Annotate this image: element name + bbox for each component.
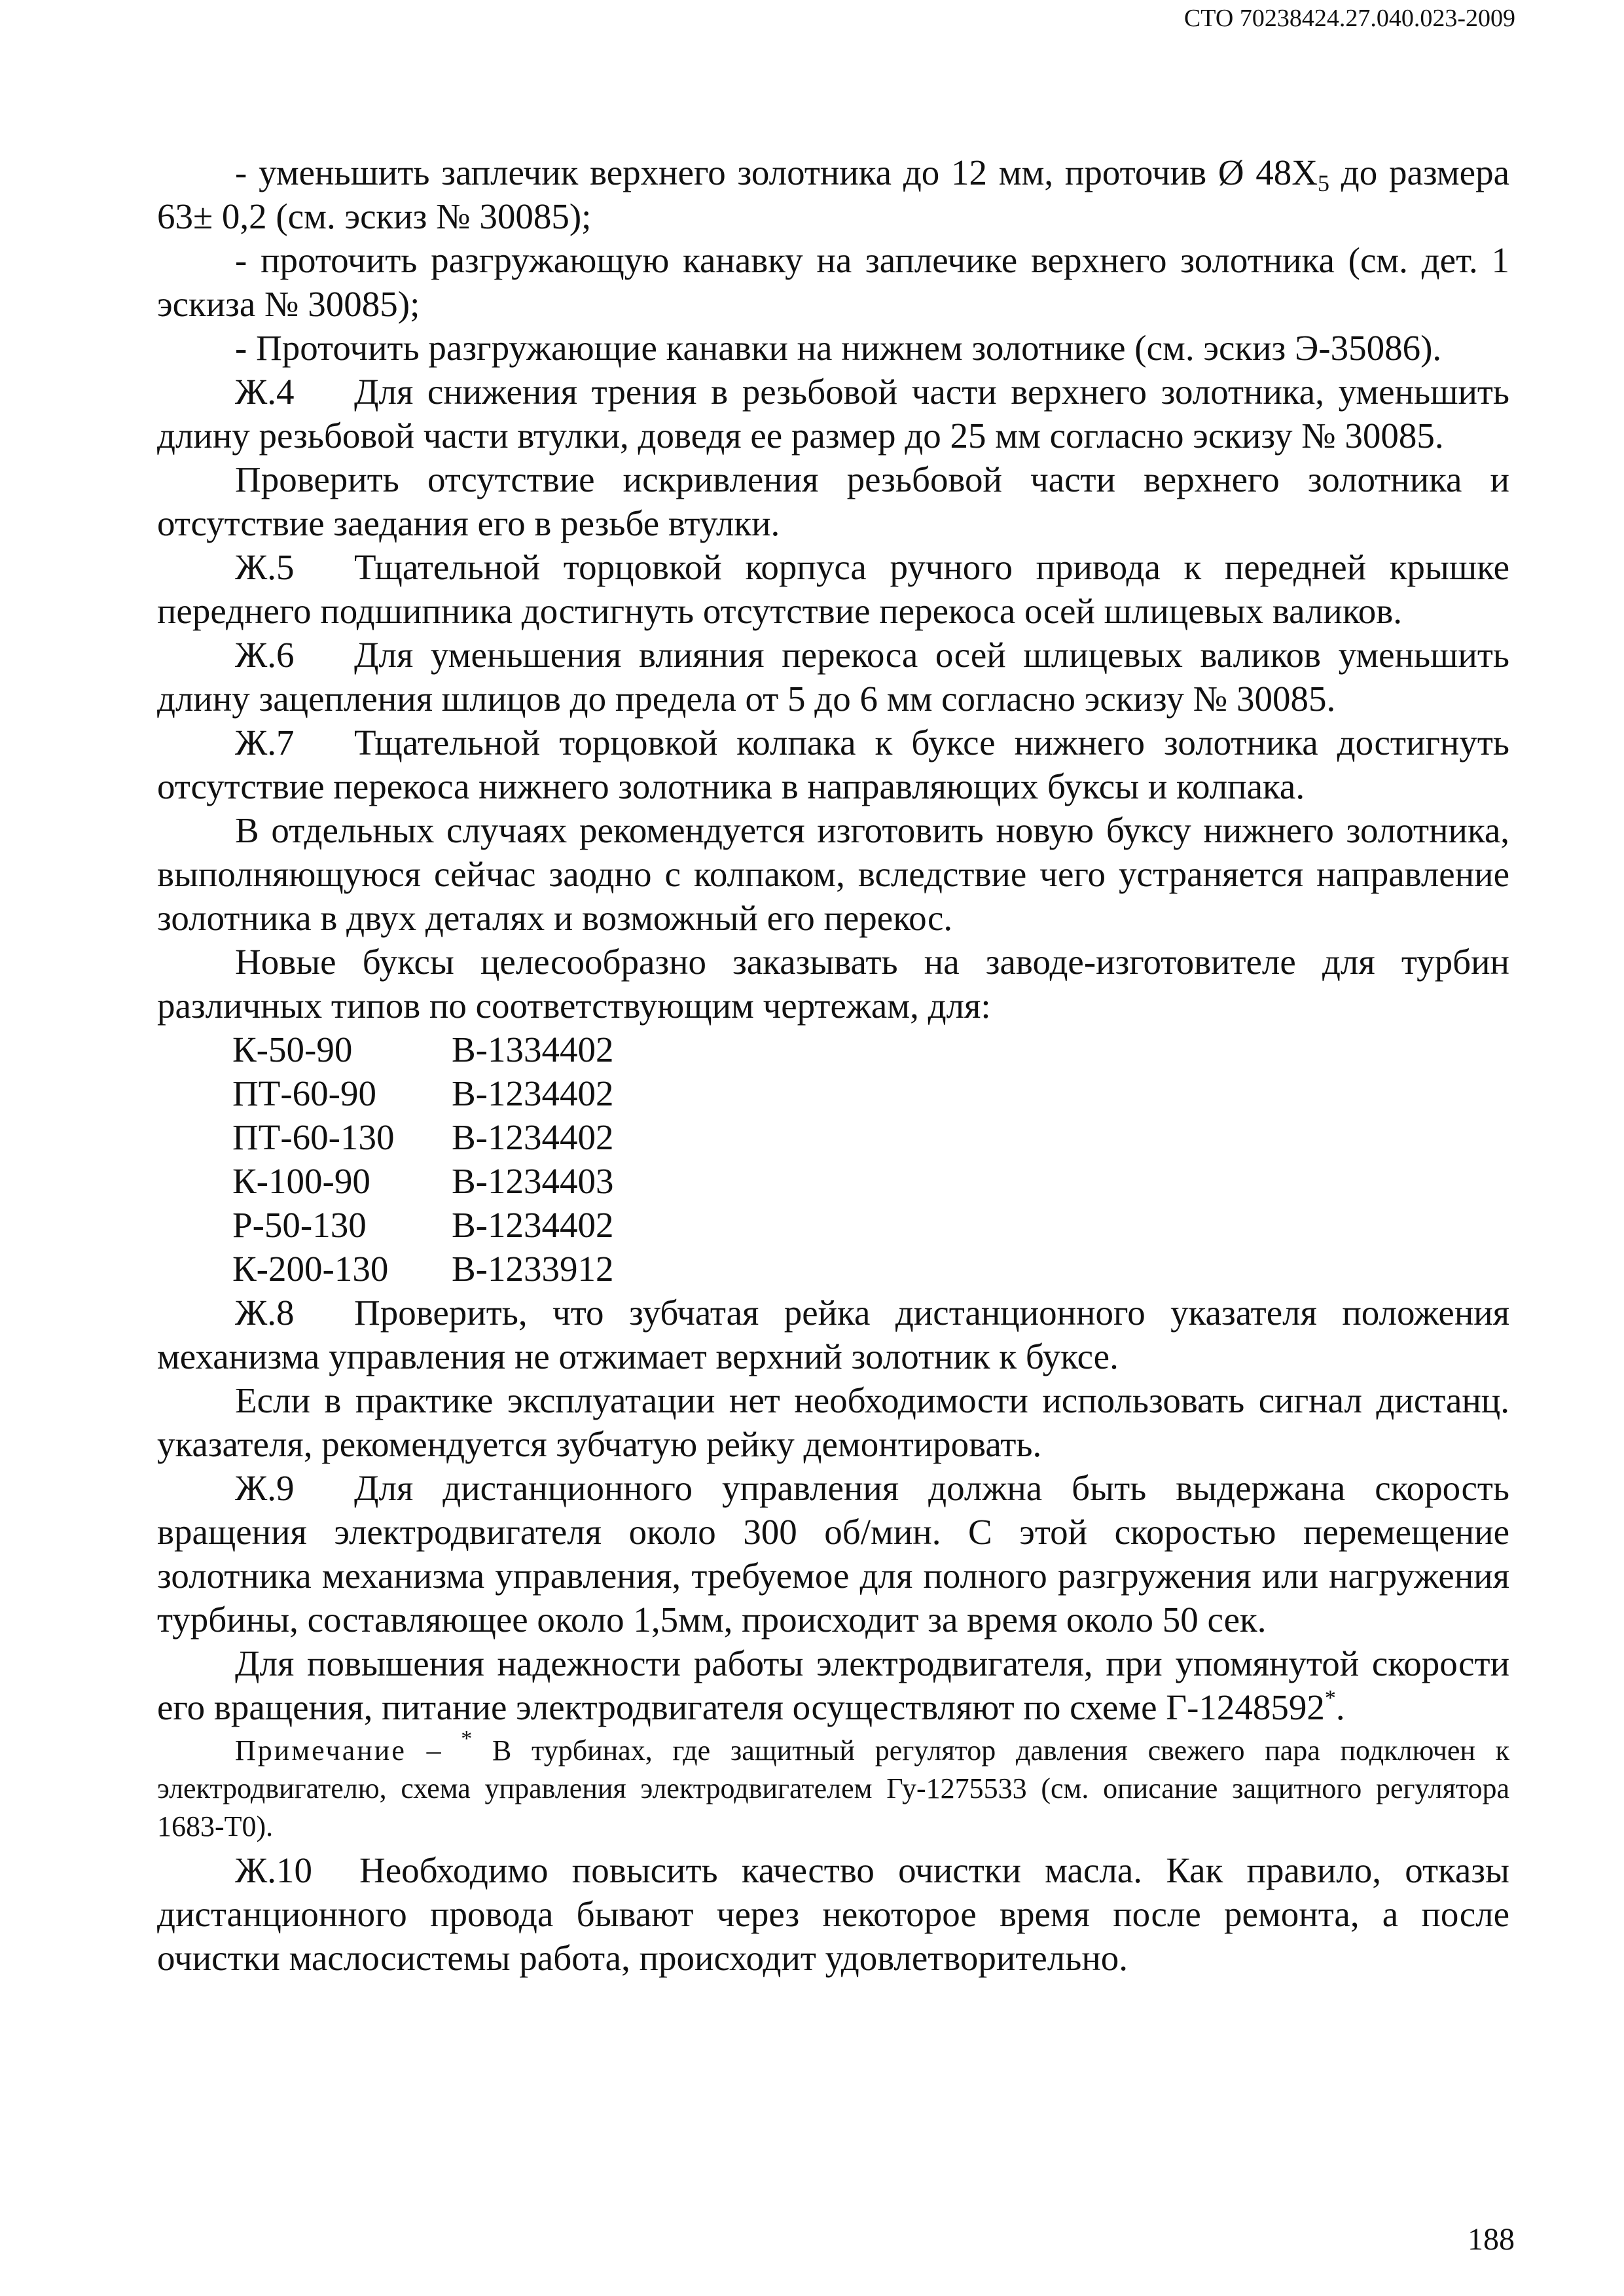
turbine-drawings-table <box>232 1028 614 1291</box>
bullet-item: - Проточить разгружающие канавки на нижнем золотнике (см. эскиз Э-35086). <box>235 328 1442 368</box>
footnote-note: Примечание – * В турбинах, где защитный регулятор давления свежего пара подключен к электродвигателю, схема управления электродвигателем Гу-1275533 (см. описание защитного регулятора 1683-Т0). <box>157 1727 1509 1842</box>
clause-text: Тщательной торцовкой колпака к буксе нижнего золотника достигнуть отсутствие перекоса нижнего золотника в направляющих буксы и колпака. <box>157 723 1509 806</box>
clause-paragraph <box>157 1466 1509 1641</box>
footnote-marker: * <box>1324 1686 1336 1710</box>
turbine-model: ПТ-60-130 <box>232 1117 395 1157</box>
drawing-number: В-1234402 <box>452 1117 614 1157</box>
paragraph: Если в практике эксплуатации нет необходимости использовать сигнал дистанц. указателя, рекомендуется зубчатую рейку демонтировать. <box>157 1380 1509 1464</box>
clause-text: Для снижения трения в резьбовой части верхнего золотника, уменьшить длину резьбовой части втулки, доведя ее размер до 25 мм согласно эскизу № 30085. <box>157 372 1509 456</box>
clause-number: Ж.5 <box>235 547 295 587</box>
page-number: 188 <box>1468 2222 1515 2257</box>
clause-number: Ж.9 <box>235 1468 295 1508</box>
clause-paragraph <box>157 633 1509 721</box>
clause-text: Тщательной торцовкой корпуса ручного привода к передней крышке переднего подшипника достигнуть отсутствие перекоса осей шлицевых валиков. <box>157 547 1509 631</box>
clause-number: Ж.6 <box>235 635 295 675</box>
table-row <box>232 1203 614 1247</box>
table-row <box>232 1247 614 1291</box>
clause-text: Проверить, что зубчатая рейка дистанционного указателя положения механизма управления не отжимает верхний золотник к буксе. <box>157 1293 1509 1376</box>
turbine-model: ПТ-60-90 <box>232 1073 376 1113</box>
table-row <box>232 1115 614 1159</box>
paragraph: Новые буксы целесообразно заказывать на заводе-изготовителе для турбин различных типов по соответствующим чертежам, для: <box>157 942 1509 1026</box>
note-label: Примечание <box>235 1734 406 1767</box>
turbine-model: К-200-130 <box>232 1249 389 1289</box>
paragraph: Проверить отсутствие искривления резьбовой части верхнего золотника и отсутствие заедания его в резьбе втулки. <box>157 459 1509 543</box>
drawing-number: В-1334402 <box>452 1030 614 1069</box>
paragraph: Для повышения надежности работы электродвигателя, при упомянутой скорости его вращения, питание электродвигателя осуществляют по схеме Г-1248592*. <box>157 1643 1509 1727</box>
clause-text: Для дистанционного управления должна быть выдержана скорость вращения электродвигателя около 300 об/мин. С этой скоростью перемещение золотника механизма управления, требуемое для полного разгружения или нагружения турбины, составляющее около 1,5мм, происходит за время около 50 сек. <box>157 1468 1509 1640</box>
document-body <box>157 151 1509 1980</box>
note-text: В турбинах, где защитный регулятор давления свежего пара подключен к электродвигателю, схема управления электродвигателем Гу-1275533 (см. описание защитного регулятора 1683-Т0). <box>157 1734 1509 1842</box>
table-row <box>232 1071 614 1115</box>
clause-paragraph <box>157 1848 1509 1980</box>
drawing-number: В-1233912 <box>452 1249 614 1289</box>
clause-number: Ж.10 <box>235 1850 313 1890</box>
clause-number: Ж.7 <box>235 723 295 762</box>
bullet-item: - уменьшить заплечик верхнего золотника до 12 мм, проточив Ø $48Х_5$ до размера 63± 0,2 (см. эскиз № 30085); <box>157 152 1509 236</box>
document-code-header: СТО 70238424.27.040.023-2009 <box>1183 5 1515 32</box>
table-row <box>232 1159 614 1203</box>
clause-number: Ж.4 <box>235 372 295 412</box>
bullet-item: - проточить разгружающую канавку на заплечике верхнего золотника (см. дет. 1 эскиза № 30085); <box>157 240 1509 324</box>
footnote-marker: * <box>461 1727 473 1751</box>
turbine-model: Р-50-130 <box>232 1205 367 1245</box>
turbine-model: К-50-90 <box>232 1030 353 1069</box>
clause-paragraph <box>157 545 1509 633</box>
drawing-number: В-1234402 <box>452 1073 614 1113</box>
clause-paragraph <box>157 721 1509 808</box>
table-row <box>232 1028 614 1071</box>
clause-paragraph <box>157 370 1509 457</box>
turbine-model: К-100-90 <box>232 1161 370 1201</box>
clause-paragraph <box>157 1291 1509 1378</box>
drawing-number: В-1234402 <box>452 1205 614 1245</box>
clause-text: Необходимо повысить качество очистки масла. Как правило, отказы дистанционного провода бывают через некоторое время после ремонта, а после очистки маслосистемы работа, происходит удовлетворительно. <box>157 1850 1509 1978</box>
paragraph: В отдельных случаях рекомендуется изготовить новую буксу нижнего золотника, выполняющуюся сейчас заодно с колпаком, вследствие чего устраняется направление золотника в двух деталях и возможный его перекос. <box>157 810 1509 938</box>
clause-number: Ж.8 <box>235 1293 295 1333</box>
clause-text: Для уменьшения влияния перекоса осей шлицевых валиков уменьшить длину зацепления шлицов до предела от 5 до 6 мм согласно эскизу № 30085. <box>157 635 1509 719</box>
drawing-number: В-1234403 <box>452 1161 614 1201</box>
